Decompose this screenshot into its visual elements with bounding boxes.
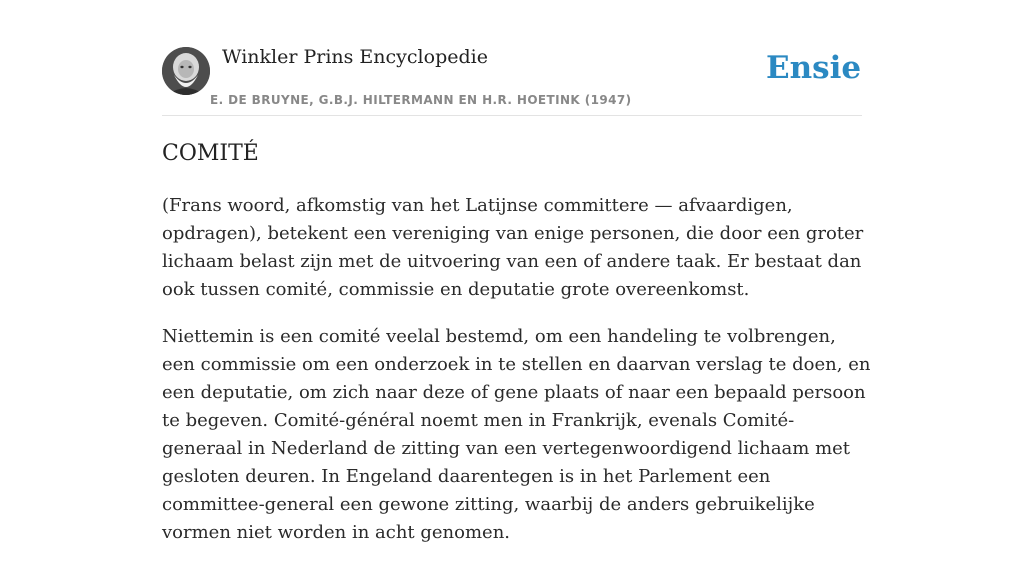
entry-headword: COMITÉ <box>162 141 259 166</box>
header-divider <box>162 115 862 116</box>
publication-title: Winkler Prins Encyclopedie <box>222 46 488 68</box>
authors-line: E. DE BRUYNE, G.B.J. HILTERMANN EN H.R. HOETINK (1947) <box>210 93 632 107</box>
ensie-logo-link[interactable]: Ensie <box>766 50 862 86</box>
entry-paragraph-2: Niettemin is een comité veelal bestemd, om een handeling te volbrengen, een commissie om een onderzoek in te stellen en daarvan verslag te doen, en een deputatie, om zich naar deze of gene plaats of naar een bepaald persoon te begeven. Comité-général noemt men in Frankrijk, evenals Comité-generaal in Nederland de zitting van een vertegenwoordigend lichaam met gesloten deuren. In Engeland daarentegen is in het Parlement een committee-general een gewone zitting, waarbij de anders gebruikelijke vormen niet worden in acht genomen. <box>162 326 871 543</box>
author-portrait-icon <box>162 47 210 95</box>
entry-paragraph-1: (Frans woord, afkomstig van het Latijnse committere — afvaardigen, opdragen), betekent een vereniging van enige personen, die door een groter lichaam belast zijn met de uitvoering van een of andere taak. Er bestaat dan ook tussen comité, commissie en deputatie grote overeenkomst. <box>162 195 864 300</box>
entry-content <box>162 192 872 566</box>
